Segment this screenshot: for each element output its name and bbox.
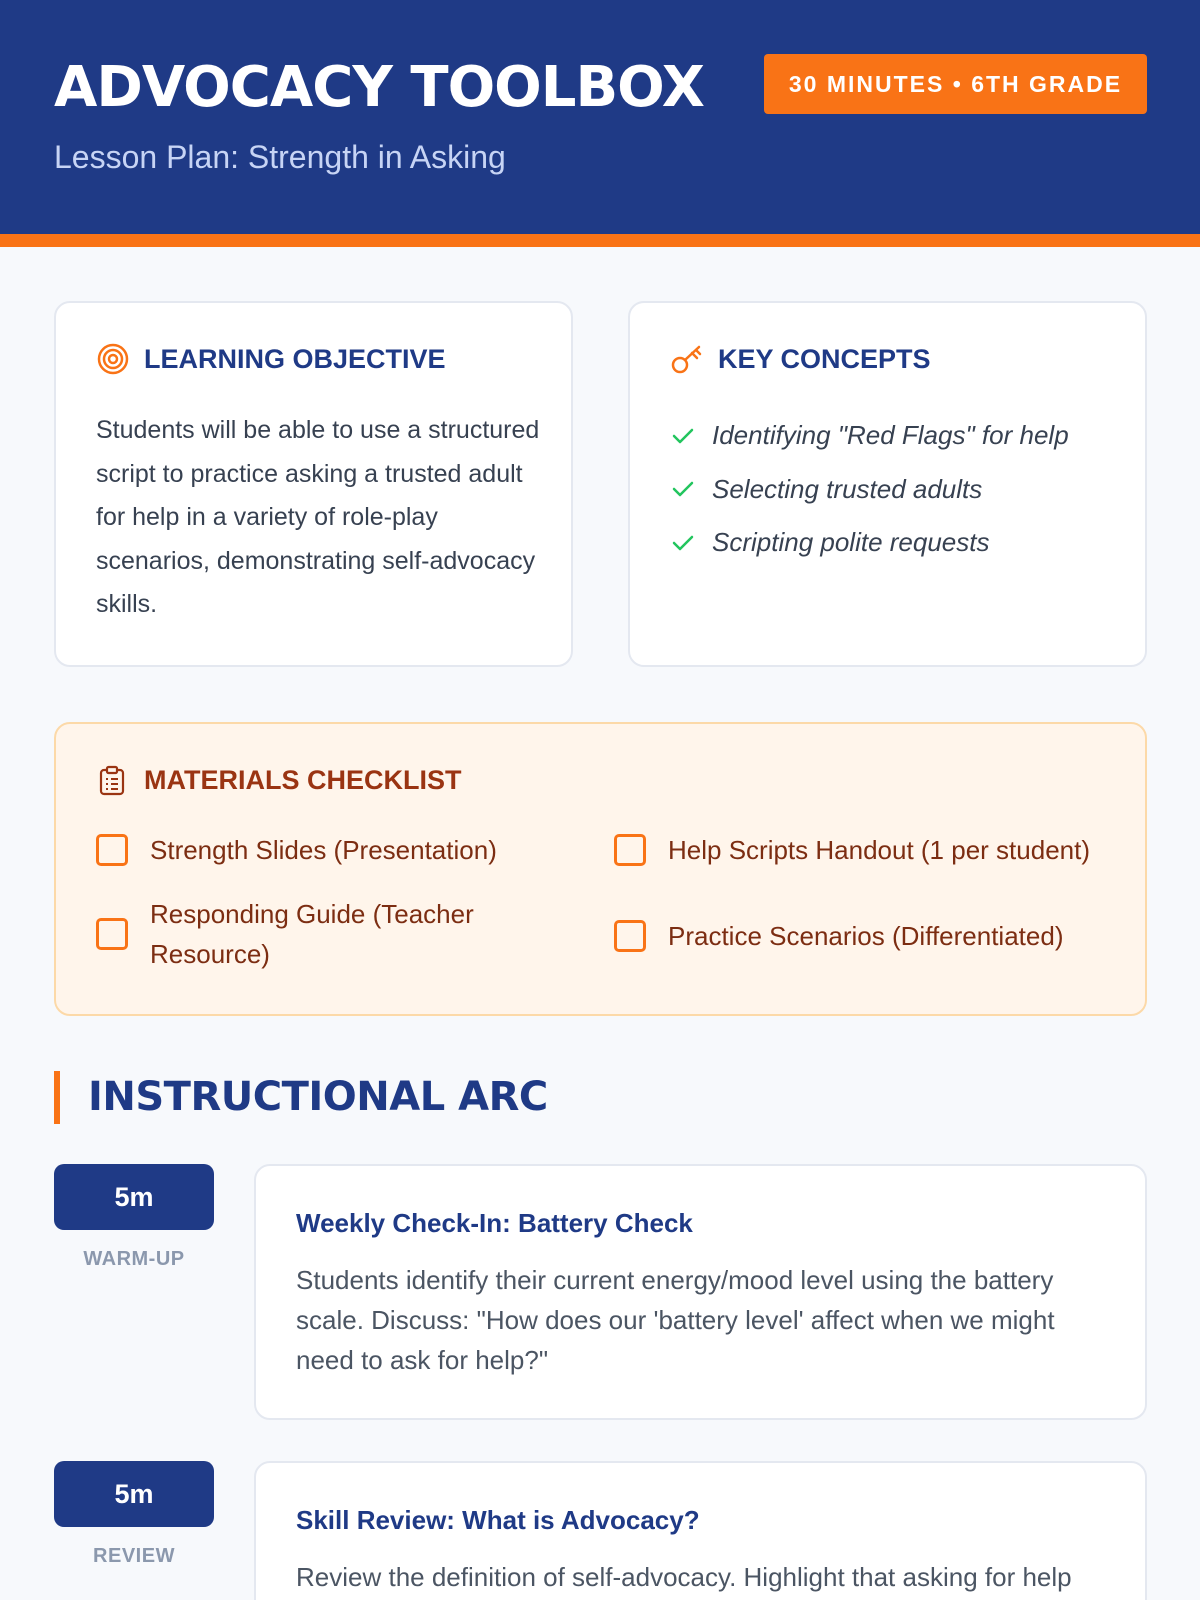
materials-checklist-card (54, 722, 1147, 1016)
step-phase-label: REVIEW (93, 1545, 175, 1567)
list-item (670, 409, 1069, 463)
step-description: Students identify their current energy/mood level using the battery scale. Discuss: "How does our 'battery level' affect when we might need to ask for help?" (296, 1265, 1055, 1375)
checkbox[interactable] (96, 918, 128, 950)
header-accent-stripe (0, 234, 1200, 247)
page-title: ADVOCACY TOOLBOX (54, 55, 704, 120)
step-phase-label: WARM-UP (83, 1248, 185, 1270)
instructional-arc-heading: INSTRUCTIONAL ARC (54, 1071, 548, 1124)
checklist-item-label: Responding Guide (Teacher Resource) (150, 899, 474, 969)
key-concepts-card (628, 301, 1147, 667)
key-concepts-title: KEY CONCEPTS (718, 344, 931, 374)
checkbox[interactable] (614, 834, 646, 866)
concept-label: Identifying "Red Flags" for help (712, 420, 1069, 451)
checklist-item[interactable] (614, 830, 1134, 870)
checklist-item-label: Help Scripts Handout (1 per student) (668, 835, 1090, 865)
checkbox[interactable] (614, 920, 646, 952)
learning-objective-title: LEARNING OBJECTIVE (144, 344, 446, 374)
checklist-item[interactable] (96, 894, 556, 974)
check-icon (670, 476, 696, 502)
checklist-item-label: Practice Scenarios (Differentiated) (668, 921, 1064, 951)
step-title: Weekly Check-In: Battery Check (296, 1208, 693, 1238)
clipboard-icon (96, 764, 128, 796)
concept-label: Scripting polite requests (712, 527, 990, 558)
concept-label: Selecting trusted adults (712, 473, 983, 504)
check-icon (670, 530, 696, 556)
duration-grade-badge: 30 MINUTES • 6TH GRADE (764, 54, 1147, 114)
page-header (0, 0, 1200, 234)
key-concepts-list (670, 409, 1069, 570)
step-duration-badge: 5m (54, 1164, 214, 1230)
list-item (670, 463, 1069, 517)
check-icon (670, 423, 696, 449)
step-card (254, 1461, 1147, 1600)
learning-objective-text: Students will be able to use a structured script to practice asking a trusted adult for help in a variety of role-play scenarios, demonstrating self-advocacy skills. (96, 416, 540, 618)
checklist-item[interactable] (96, 830, 556, 870)
materials-checklist-title: MATERIALS CHECKLIST (144, 764, 462, 795)
materials-checklist-header (96, 764, 462, 796)
key-icon (670, 342, 704, 376)
step-card (254, 1164, 1147, 1420)
page-subtitle: Lesson Plan: Strength in Asking (54, 139, 506, 175)
checklist-item[interactable] (614, 916, 1134, 956)
checklist-item-label: Strength Slides (Presentation) (150, 835, 497, 865)
checkbox[interactable] (96, 834, 128, 866)
learning-objective-card (54, 301, 573, 667)
step-title: Skill Review: What is Advocacy? (296, 1505, 700, 1535)
step-duration-badge: 5m (54, 1461, 214, 1527)
target-icon (96, 342, 130, 376)
step-description: Review the definition of self-advocacy. Highlight that asking for help (296, 1562, 1072, 1592)
learning-objective-header (96, 341, 446, 377)
list-item (670, 516, 1069, 570)
key-concepts-header (670, 341, 931, 377)
